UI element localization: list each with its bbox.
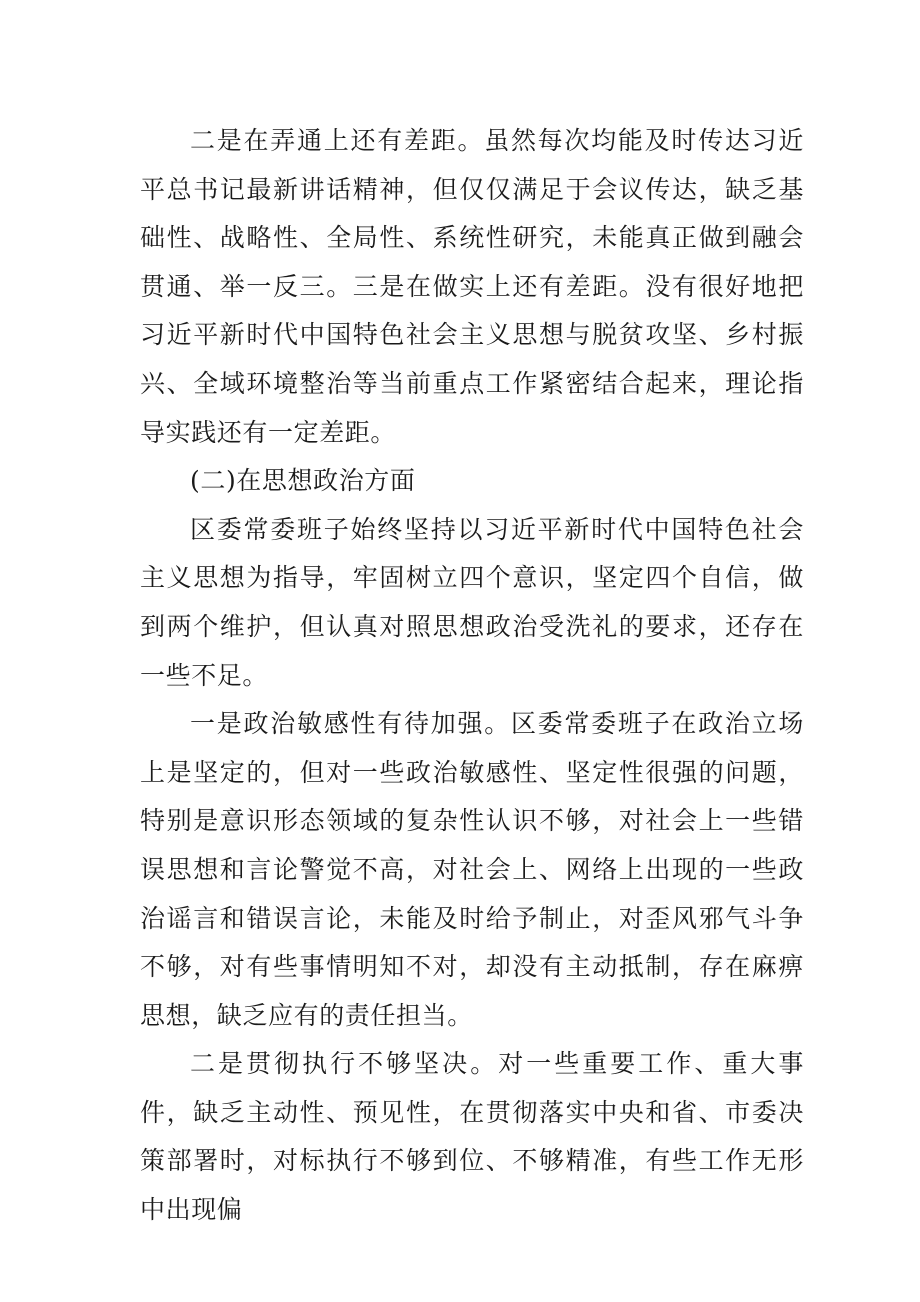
document-body (140, 117, 804, 1235)
paragraph-gaps-understanding: 二是在弄通上还有差距。虽然每次均能及时传达习近平总书记最新讲话精神，但仅仅满足于会议传达，缺乏基础性、战略性、全局性、系统性研究，未能真正做到融会贯通、举一反三。三是在做实上还有差距。没有很好地把习近平新时代中国特色社会主义思想与脱贫攻坚、乡村振兴、全域环境整治等当前重点工作紧密结合起来，理论指导实践还有一定差距。 (140, 126, 804, 447)
paragraph-ideology-intro: 区委常委班子始终坚持以习近平新时代中国特色社会主义思想为指导，牢固树立四个意识，坚定四个自信，做到两个维护，但认真对照思想政治受洗礼的要求，还存在一些不足。 (140, 514, 804, 690)
paragraph-implementation: 二是贯彻执行不够坚决。对一些重要工作、重大事件，缺乏主动性、预见性，在贯彻落实中央和省、市委决策部署时，对标执行不够到位、不够精准，有些工作无形中出现偏 (140, 1049, 804, 1225)
paragraph-political-sensitivity: 一是政治敏感性有待加强。区委常委班子在政治立场上是坚定的，但对一些政治敏感性、坚定性很强的问题，特别是意识形态领域的复杂性认识不够，对社会上一些错误思想和言论警觉不高，对社会上、网络上出现的一些政治谣言和错误言论，未能及时给予制止，对歪风邪气斗争不够，对有些事情明知不对，却没有主动抵制，存在麻痹思想，缺乏应有的责任担当。 (140, 709, 804, 1030)
section-heading-ideology-politics: (二)在思想政治方面 (190, 466, 416, 496)
